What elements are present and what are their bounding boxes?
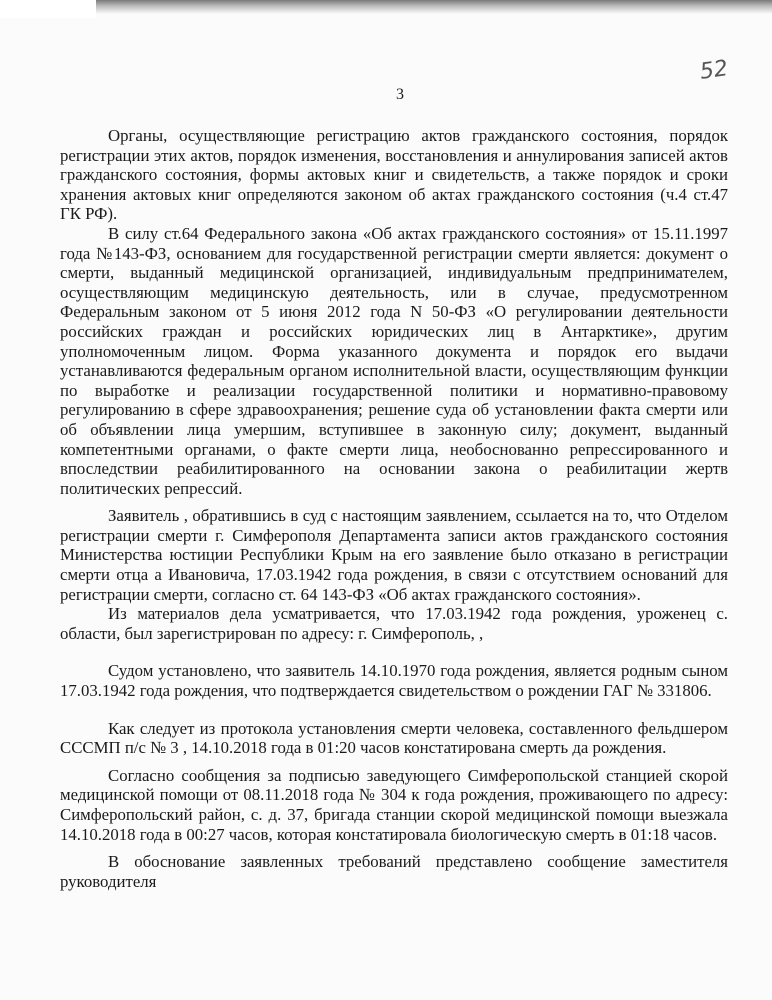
paragraph-3: Заявитель , обратившись в суд с настоящим заявлением, ссылается на то, что Отделом регистрации смерти г. Симферополя Департамента записи актов гражданского состояния Министерства юстиции Республики Крым на его заявление было отказано в регистрации смерти отца а Ивановича, 17.03.1942 года рождения, в связи с отсутствием оснований для регистрации смерти, согласно ст. 64 143-ФЗ «Об актах гражданского состояния».: [60, 506, 728, 604]
paragraph-4: Из материалов дела усматривается, что 17.03.1942 года рождения, уроженец с. области, был зарегистрирован по адресу: г. Симферополь, ,: [60, 604, 728, 643]
paragraph-1: Органы, осуществляющие регистрацию актов гражданского состояния, порядок регистрации этих актов, порядок изменения, восстановления и аннулирования записей актов гражданского состояния, формы актовых книг и свидетельств, а также порядок и сроки хранения актовых книг определяются законом об актах гражданского состояния (ч.4 ст.47 ГК РФ).: [60, 126, 728, 224]
paragraph-2: В силу ст.64 Федерального закона «Об актах гражданского состояния» от 15.11.1997 года №143-ФЗ, основанием для государственной регистрации смерти является: документ о смерти, выданный медицинской организацией, индивидуальным предпринимателем, осуществляющим медицинскую деятельность, или в случае, предусмотренном Федеральным законом от 5 июня 2012 года N 50-ФЗ «О регулировании деятельности российских граждан и российских юридических лиц в Антарктике», другим уполномоченным лицом. Форма указанного документа и порядок его выдачи устанавливаются федеральным органом исполнительной власти, осуществляющим функции по выработке и реализации государственной политики и нормативно-правовому регулированию в сфере здравоохранения; решение суда об установлении факта смерти или об объявлении лица умершим, вступившее в законную силу; документ, выданный компетентными органами, о факте смерти лица, необоснованно репрессированного и впоследствии реабилитированного на основании закона о реабилитации жертв политических репрессий.: [60, 223, 728, 498]
paragraph-5: Судом установлено, что заявитель 14.10.1970 года рождения, является родным сыном 17.03.1942 года рождения, что подтверждается свидетельством о рождении ГАГ № 331806.: [60, 661, 728, 701]
document-body: [60, 126, 728, 891]
handwritten-page-number: 52: [698, 56, 730, 85]
paragraph-8: В обоснование заявленных требований представлено сообщение заместителя руководителя: [60, 852, 728, 891]
paragraph-6: Как следует из протокола установления смерти человека, составленного фельдшером СССМП п/с № 3 , 14.10.2018 года в 01:20 часов констатирована смерть да рождения.: [60, 718, 728, 758]
paragraph-7: Согласно сообщения за подписью заведующего Симферопольской станцией скорой медицинской помощи от 08.11.2018 года № 304 к года рождения, проживающего по адресу: Симферопольский район, с. д. 37, бригада станции скорой медицинской помощи выезжала 14.10.2018 года в 00:27 часов, которая констатировала биологическую смерть в 01:18 часов.: [60, 765, 728, 844]
scan-shadow-edge: [0, 0, 772, 14]
page-number: 3: [396, 86, 404, 103]
scan-corner: [0, 0, 96, 18]
